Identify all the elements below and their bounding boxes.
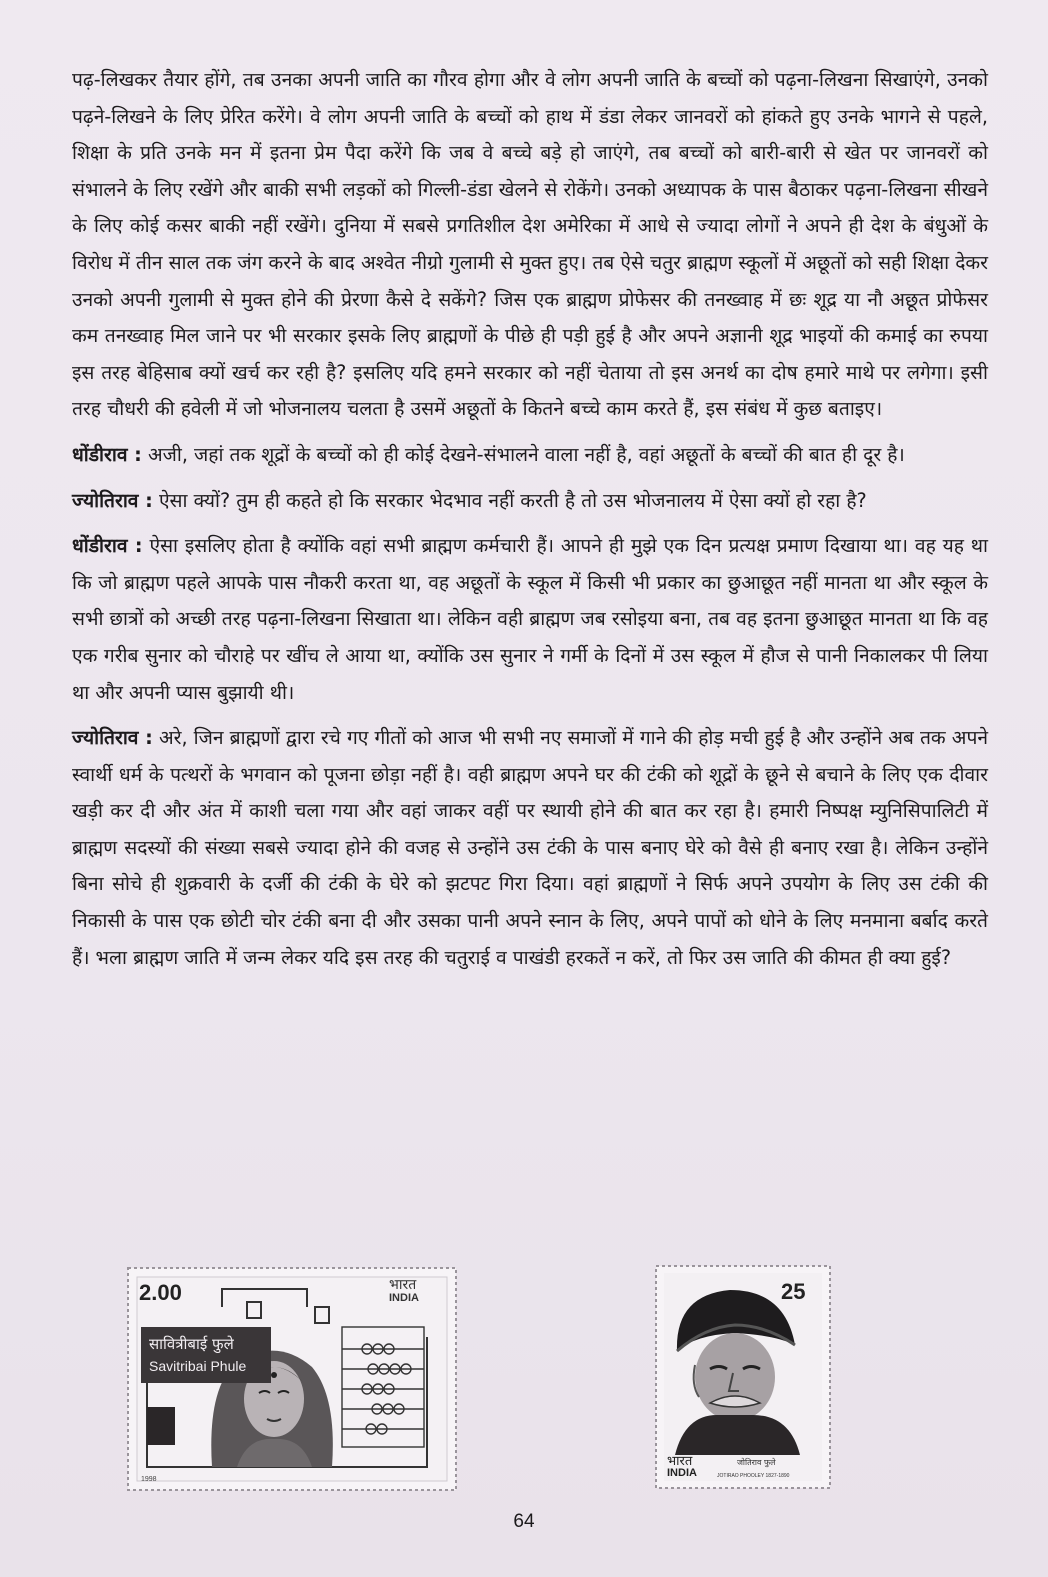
stamp-name-hi: जोतिराव फुले — [737, 1458, 776, 1467]
paragraph-text: पढ़-लिखकर तैयार होंगे, तब उनका अपनी जाति का गौरव होगा और वे लोग अपनी जाति के बच्चों को पढ़ना-लिखना सिखाएंगे, उनको पढ़ने-लिखने के लिए प्रेरित करेंगे। वे लोग अपनी जाति के बच्चों को हाथ में डंडा लेकर जानवरों को हांकते हुए उनके भागने से पहले, शिक्षा के प्रति उनके मन में इतना प्रेम पैदा करेंगे कि जब वे बच्चे बड़े हो जाएंगे, तब बच्चों को बारी-बारी से खेत पर जानवरों को संभालने के लिए रखेंगे और बाकी सभी लड़कों को गिल्ली-डंडा खेलने से रोकेंगे। उनको अध्यापक के पास बैठाकर पढ़ना-लिखना सीखने के लिए कोई कसर बाकी नहीं रखेंगे। दुनिया में सबसे प्रगतिशील देश अमेरिका में आधे से ज्यादा लोगों ने अपने ही देश के बंधुओं के विरोध में तीन साल तक जंग करने के बाद अश्वेत नीग्रो गुलामी से मुक्त हुए। तब ऐसे चतुर ब्राह्मण स्कूलों में अछूतों को सही शिक्षा देकर उनको अपनी गुलामी से मुक्त होने की प्रेरणा कैसे दे सकेंगे? जिस एक ब्राह्मण प्रोफेसर की तनख्वाह में छः शूद्र या नौ अछूत प्रोफेसर कम तनख्वाह मिल जाने पर भी सरकार इसके लिए ब्राह्मणों के पीछे ही पड़ी हुई है और अपने अज्ञानी शूद्र भाइयों की कमाई का रुपया इस तरह बेहिसाब क्यों खर्च कर रही है? इसलिए यदि हमने सरकार को नहीं चेताया तो इस अनर्थ का दोष हमारे माथे पर लगेगा। इसी तरह चौधरी की हवेली में जो भोजनालय चलता है उसमें अछूतों के कितने बच्चे काम करते हैं, इस संबंध में कुछ बताइए। — [72, 68, 988, 421]
page-number: 64 — [513, 1511, 535, 1532]
paragraph-text: अजी, जहां तक शूद्रों के बच्चों को ही कोई देखने-संभालने वाला नहीं है, वहां अछूतों के बच्चों की बात ही दूर है। — [147, 442, 905, 466]
paragraph-5 — [72, 720, 988, 976]
stamp-country-hi: भारत — [667, 1454, 693, 1469]
jotirao-phule-stamp — [655, 1265, 831, 1489]
paragraph-4 — [72, 528, 988, 711]
stamp-country-en: INDIA — [389, 1292, 419, 1304]
speaker-label: ज्योतिराव : — [72, 726, 153, 750]
stamp-year: 1998 — [141, 1476, 157, 1483]
paragraph-2 — [72, 437, 988, 474]
stamps-area — [0, 1265, 1048, 1505]
speaker-label: ज्योतिराव : — [72, 488, 153, 512]
stamp-name-hi: सावित्रीबाई फुले — [149, 1335, 234, 1353]
savitribai-phule-stamp — [127, 1267, 457, 1491]
paragraph-text: ऐसा क्यों? तुम ही कहते हो कि सरकार भेदभाव नहीं करती है तो उस भोजनालय में ऐसा क्यों हो रहा है? — [158, 488, 867, 512]
paragraph-text: ऐसा इसलिए होता है क्योंकि वहां सभी ब्राह्मण कर्मचारी हैं। आपने ही मुझे एक दिन प्रत्यक्ष प्रमाण दिखाया था। वह यह था कि जो ब्राह्मण पहले आपके पास नौकरी करता था, वह अछूतों के स्कूल में किसी भी प्रकार का छुआछूत नहीं मानता था और स्कूल के सभी छात्रों को अच्छी तरह पढ़ना-लिखना सिखाता था। लेकिन वही ब्राह्मण जब रसोइया बना, तब वह इतना छुआछूत मानता था कि वह एक गरीब सुनार को चौराहे पर खींच ले आया था, क्योंकि उस सुनार ने गर्मी के दिनों में उस स्कूल में हौज से पानी निकालकर पी लिया था और अपनी प्यास बुझायी थी। — [72, 534, 988, 704]
speaker-label: धोंडीराव : — [72, 442, 142, 466]
paragraph-3 — [72, 483, 988, 520]
stamp-value: 25 — [781, 1279, 806, 1304]
stamp-value: 2.00 — [139, 1280, 182, 1305]
stamp-caption-en: JOTIRAO PHOOLEY 1827-1890 — [717, 1473, 790, 1479]
paragraph-1 — [72, 62, 988, 428]
stamp-name-en: Savitribai Phule — [149, 1358, 247, 1374]
stamp-country-en: INDIA — [667, 1467, 697, 1479]
paragraph-text: अरे, जिन ब्राह्मणों द्वारा रचे गए गीतों को आज भी सभी नए समाजों में गाने की होड़ मची हुई है और उन्होंने अब तक अपने स्वार्थी धर्म के पत्थरों के भगवान को पूजना छोड़ा नहीं है। वही ब्राह्मण अपने घर की टंकी को शूद्रों के छूने से बचाने के लिए एक दीवार खड़ी कर दी और अंत में काशी चला गया और वहां जाकर वहीं पर स्थायी होने की बात कर रहा है। हमारी निष्पक्ष म्युनिसिपालिटी में ब्राह्मण सदस्यों की संख्या सबसे ज्यादा होने की वजह से उन्होंने उस टंकी के पास बनाए घेरे को वैसे ही बनाए रखा है। लेकिन उन्होंने बिना सोचे ही शुक्रवारी के दर्जी की टंकी के घेरे को झटपट गिरा दिया। वहां ब्राह्मणों ने सिर्फ अपने उपयोग के लिए उस टंकी की निकासी के पास एक छोटी चोर टंकी बना दी और उसका पानी अपने स्नान के लिए, अपने पापों को धोने के लिए मनमाना बर्बाद करते हैं। भला ब्राह्मण जाति में जन्म लेकर यदि इस तरह की चतुराई व पाखंडी हरकतें न करें, तो फिर उस जाति की कीमत ही क्या हुई? — [72, 726, 988, 969]
body-text — [72, 62, 988, 985]
stamp-country-hi: भारत — [389, 1277, 417, 1293]
speaker-label: धोंडीराव : — [72, 534, 143, 558]
